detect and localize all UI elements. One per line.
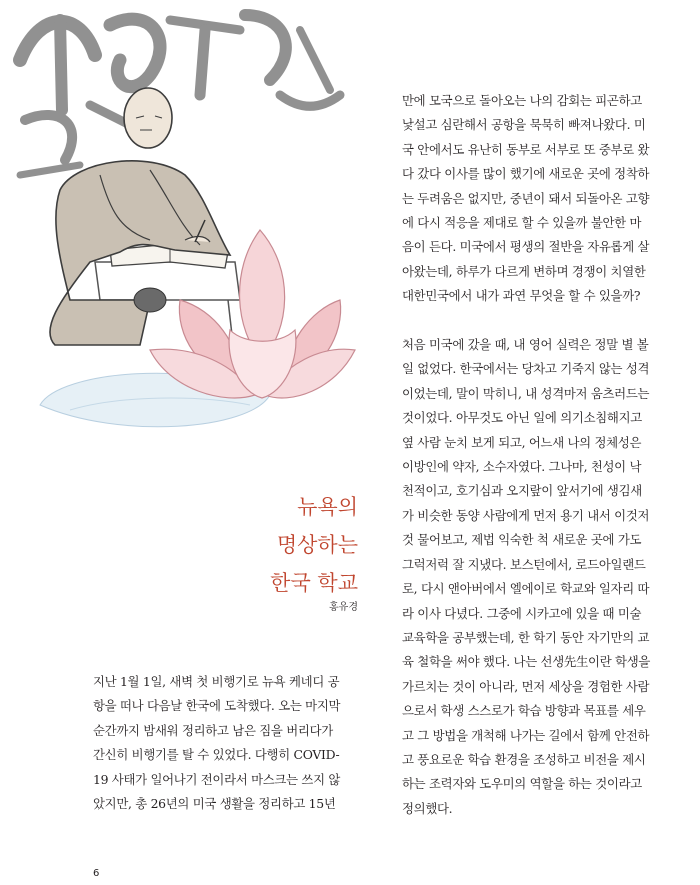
title-line: 명상하는	[276, 533, 358, 557]
text-line: 고 풍요로운 학습 환경을 조성하고 비전을 제시	[402, 751, 646, 767]
monk-lotus-illustration	[0, 0, 360, 470]
title-line: 뉴욕의	[297, 495, 358, 519]
text-line: 것이었다. 아무것도 아닌 일에 의기소침해지고	[402, 410, 642, 426]
text-line: 국 안에서도 유난히 동부로 서부로 또 중부로 왔	[402, 141, 650, 157]
text-line: 음이 든다. 미국에서 평생의 절반을 자유롭게 살	[402, 239, 650, 255]
text-line: 천적이고, 호기심과 오지랖이 앞서기에 생김새	[402, 483, 642, 499]
text-line: 으로서 학생 스스로가 학습 방향과 목표를 세우	[402, 703, 646, 719]
text-line: 이방인에 약자, 소수자였다. 그나마, 천성이 낙	[402, 459, 642, 475]
paragraph-spacer	[402, 309, 668, 333]
text-line: 일 없었다. 한국에서는 당차고 기죽지 않는 성격	[402, 361, 650, 377]
text-line: 라 이사 다녔다. 그중에 시카고에 있을 때 미술	[402, 605, 642, 621]
author-name: 홍유경	[329, 602, 358, 613]
left-column-text	[93, 670, 355, 816]
text-line: 순간까지 밤새워 정리하고 남은 짐을 버리다가	[93, 722, 333, 738]
text-line: 에 다시 적응을 제대로 할 수 있을까 불안한 마	[402, 215, 642, 231]
text-line: 만에 모국으로 돌아오는 나의 감회는 피곤하고	[402, 93, 642, 108]
text-line: 대한민국에서 내가 과연 무엇을 할 수 있을까?	[402, 288, 641, 304]
monk-head	[124, 88, 172, 148]
text-line: 았지만, 총 26년의 미국 생활을 정리하고 15년	[93, 796, 336, 812]
text-line: 항을 떠나 다음날 한국에 도착했다. 오는 마지막	[93, 698, 341, 714]
calligraphy-strokes	[20, 15, 340, 175]
right-column-text	[402, 89, 668, 821]
text-line: 지난 1월 1일, 새벽 첫 비행기로 뉴욕 케네디 공	[93, 674, 340, 689]
article-title	[238, 488, 358, 602]
text-line: 간신히 비행기를 탈 수 있었다. 다행히 COVID-	[93, 747, 340, 763]
title-line: 한국 학교	[270, 571, 358, 595]
text-line: 하는 조력자와 도우미의 역할을 하는 것이라고	[402, 776, 642, 792]
paragraph-1	[402, 89, 668, 309]
text-line: 그럭저럭 잘 지냈다. 보스턴에서, 로드아일랜드	[402, 556, 646, 572]
text-line: 낯설고 심란해서 공항을 묵묵히 빠져나왔다. 미	[402, 117, 646, 133]
text-line: 처음 미국에 갔을 때, 내 영어 실력은 정말 별 볼	[402, 337, 649, 353]
text-line: 육 철학을 써야 했다. 나는 선생先生이란 학생을	[402, 654, 651, 670]
page-number: 6	[93, 868, 100, 879]
text-line: 고 그 방법을 개척해 나가는 길에서 함께 안전하	[402, 727, 650, 743]
text-line: 교육학을 공부했는데, 한 학기 동안 자기만의 교	[402, 629, 650, 645]
paragraph-2	[402, 333, 668, 821]
text-line: 로, 다시 앤아버에서 엘에이로 학교와 일자리 따	[402, 581, 650, 597]
text-line: 는 두려움은 없지만, 중년이 돼서 되돌아온 고향	[402, 190, 650, 206]
text-line: 19 사태가 일어나기 전이라서 마스크는 쓰지 않	[93, 771, 341, 787]
text-line: 가르치는 것이 아니라, 먼저 세상을 경험한 사람	[402, 678, 650, 694]
text-line: 가 비슷한 동양 사람에게 먼저 용기 내서 이것저	[402, 507, 650, 523]
text-line: 것 물어보고, 제법 익숙한 척 새로운 곳에 가도	[402, 532, 642, 548]
text-line: 아왔는데, 하루가 다르게 변하며 경쟁이 치열한	[402, 263, 646, 279]
text-line: 이었는데, 말이 막히니, 내 성격마저 움츠러드는	[402, 385, 650, 401]
text-line: 정의했다.	[402, 800, 453, 816]
text-line: 옆 사람 눈치 보게 되고, 어느새 나의 정체성은	[402, 434, 642, 450]
text-line: 다 갔다 이사를 많이 했기에 새로운 곳에 정착하	[402, 166, 650, 182]
ink-bowl	[134, 288, 166, 312]
